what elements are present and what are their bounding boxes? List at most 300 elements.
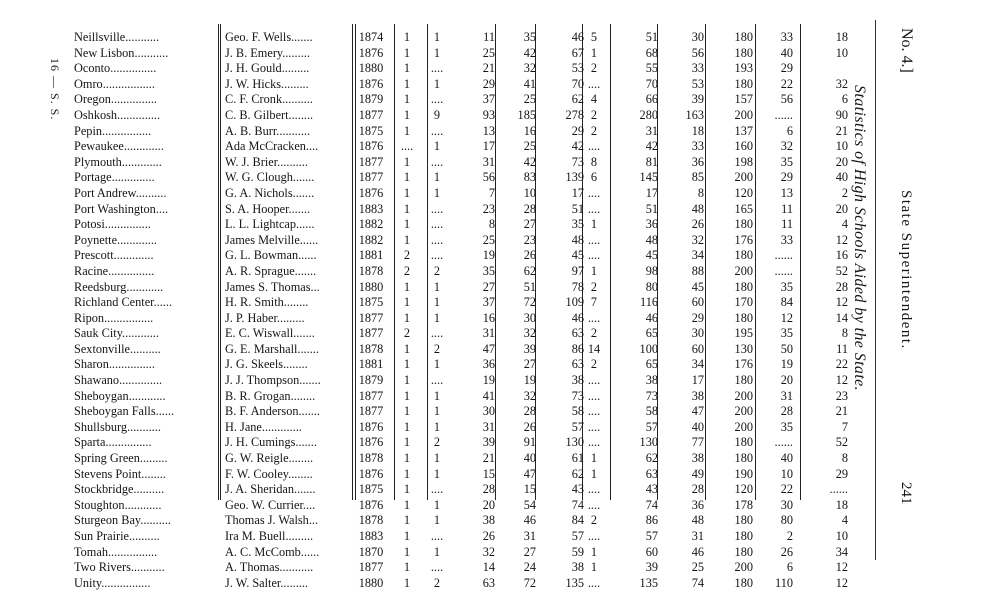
cell-b: 1	[433, 357, 441, 372]
cell-j: 40	[780, 451, 793, 466]
cell-town: Sharon...............	[74, 357, 155, 372]
table-row	[60, 92, 850, 108]
cell-town: Sheboygan Falls......	[74, 404, 175, 419]
issue-label: No. 4.]	[898, 28, 915, 73]
cell-g: 135	[639, 575, 658, 590]
cell-a: 1	[403, 575, 411, 590]
cell-h: 74	[691, 575, 704, 590]
cell-b: ....	[430, 529, 444, 543]
cell-e: 63	[571, 357, 584, 372]
cell-f: 6	[590, 170, 598, 185]
cell-c: 31	[482, 419, 495, 434]
cell-i: 180	[734, 279, 753, 294]
cell-j: 29	[780, 61, 793, 76]
cell-principal: S. A. Hooper.......	[225, 201, 311, 216]
cell-principal: A. R. Sprague.......	[225, 263, 317, 278]
cell-j: 22	[780, 76, 793, 91]
cell-i: 180	[734, 575, 753, 590]
cell-c: 31	[482, 154, 495, 169]
cell-principal: G. A. Nichols.......	[225, 185, 315, 200]
cell-principal: C. B. Gilbert........	[225, 107, 314, 122]
cell-j: 33	[780, 30, 793, 44]
cell-principal: Ada McCracken....	[225, 139, 319, 154]
cell-k: 14	[835, 310, 848, 325]
cell-i: 200	[734, 263, 753, 278]
cell-i: 176	[734, 357, 753, 372]
cell-f: 1	[590, 466, 598, 481]
cell-g: 48	[645, 232, 658, 247]
cell-d: 27	[523, 217, 536, 232]
table-row	[60, 545, 850, 561]
cell-town: Oconto...............	[74, 61, 157, 76]
cell-g: 45	[645, 248, 658, 263]
table-row	[60, 108, 850, 124]
cell-i: 200	[734, 107, 753, 122]
cell-a: 1	[403, 529, 411, 543]
cell-h: 30	[691, 326, 704, 341]
cell-i: 165	[734, 201, 753, 216]
cell-a: 1	[403, 217, 411, 232]
table-row	[60, 124, 850, 140]
table-row	[60, 467, 850, 483]
cell-f: ....	[587, 419, 601, 434]
cell-c: 39	[482, 435, 495, 450]
cell-principal: J. P. Haber.........	[225, 310, 305, 325]
cell-a: 1	[403, 45, 411, 60]
cell-town: Sparta...............	[74, 435, 152, 450]
cell-j: 20	[780, 373, 793, 388]
running-header: State Superintendent.	[898, 190, 914, 350]
cell-k: 40	[835, 170, 848, 185]
cell-k: 8	[841, 326, 848, 341]
cell-year: 1880	[358, 61, 384, 76]
cell-town: Shawano..............	[74, 373, 163, 388]
cell-i: 178	[734, 497, 753, 512]
cell-e: 84	[571, 513, 584, 528]
cell-a: 1	[403, 107, 411, 122]
cell-c: 27	[482, 279, 495, 294]
table-row	[60, 482, 850, 498]
table-row	[60, 420, 850, 436]
cell-town: Two Rivers...........	[74, 560, 165, 575]
cell-k: 18	[835, 30, 848, 44]
cell-i: 170	[734, 295, 753, 310]
cell-h: 38	[691, 388, 704, 403]
cell-e: 73	[571, 388, 584, 403]
cell-j: 29	[780, 170, 793, 185]
cell-principal: J. B. Emery.........	[225, 45, 310, 60]
cell-c: 29	[482, 76, 495, 91]
cell-f: 2	[590, 123, 598, 138]
cell-g: 130	[639, 435, 658, 450]
cell-i: 180	[734, 217, 753, 232]
cell-principal: G. E. Marshall.......	[225, 341, 319, 356]
cell-h: 48	[691, 513, 704, 528]
cell-principal: G. L. Bowman......	[225, 248, 317, 263]
cell-e: 278	[565, 107, 584, 122]
cell-a: 1	[403, 232, 411, 247]
table-row	[60, 233, 850, 249]
cell-e: 78	[571, 279, 584, 294]
cell-e: 45	[571, 248, 584, 263]
cell-b: ....	[430, 92, 444, 107]
cell-b: ....	[430, 560, 444, 575]
cell-d: 42	[523, 154, 536, 169]
cell-town: Reedsburg............	[74, 279, 164, 294]
cell-h: 8	[697, 185, 704, 200]
cell-h: 29	[691, 310, 704, 325]
cell-b: 1	[433, 451, 441, 466]
cell-f: ....	[587, 529, 601, 543]
cell-i: 180	[734, 529, 753, 543]
cell-i: 160	[734, 139, 753, 154]
cell-h: 26	[691, 217, 704, 232]
cell-j: 11	[781, 217, 793, 232]
cell-principal: James Melville......	[225, 232, 319, 247]
cell-a: ....	[400, 139, 414, 154]
cell-h: 47	[691, 404, 704, 419]
cell-principal: H. R. Smith........	[225, 295, 309, 310]
cell-year: 1877	[358, 154, 384, 169]
cell-f: ....	[587, 248, 601, 263]
cell-year: 1876	[358, 45, 384, 60]
cell-f: 2	[590, 61, 598, 76]
cell-i: 130	[734, 341, 753, 356]
cell-principal: Geo. F. Wells.......	[225, 30, 313, 44]
cell-j: 22	[780, 482, 793, 497]
cell-e: 42	[571, 139, 584, 154]
cell-year: 1883	[358, 201, 384, 216]
cell-i: 190	[734, 466, 753, 481]
cell-town: Port Andrew..........	[74, 185, 167, 200]
cell-h: 85	[691, 170, 704, 185]
cell-i: 180	[734, 513, 753, 528]
cell-f: 7	[590, 295, 598, 310]
table-row	[60, 560, 850, 576]
cell-j: 30	[780, 497, 793, 512]
cell-j: ......	[774, 263, 793, 278]
cell-e: 57	[571, 419, 584, 434]
table-row	[60, 155, 850, 171]
cell-j: 6	[786, 560, 793, 575]
cell-k: 11	[836, 341, 848, 356]
cell-k: 4	[841, 513, 848, 528]
table-row	[60, 280, 850, 296]
cell-year: 1877	[358, 107, 384, 122]
cell-town: Spring Green.........	[74, 451, 168, 466]
cell-f: 5	[590, 30, 598, 44]
cell-d: 25	[523, 92, 536, 107]
cell-town: Sextonville..........	[74, 341, 161, 356]
cell-a: 1	[403, 92, 411, 107]
cell-principal: L. L. Lightcap......	[225, 217, 315, 232]
cell-i: 200	[734, 560, 753, 575]
cell-principal: Thomas J. Walsh...	[225, 513, 319, 528]
cell-c: 14	[482, 560, 495, 575]
cell-h: 17	[691, 373, 704, 388]
cell-a: 1	[403, 373, 411, 388]
cell-f: ....	[587, 435, 601, 450]
cell-f: 2	[590, 326, 598, 341]
cell-year: 1876	[358, 419, 384, 434]
cell-a: 1	[403, 61, 411, 76]
cell-f: 8	[590, 154, 598, 169]
cell-i: 157	[734, 92, 753, 107]
cell-c: 8	[488, 217, 495, 232]
cell-town: Oshkosh..............	[74, 107, 161, 122]
cell-h: 77	[691, 435, 704, 450]
cell-a: 1	[403, 482, 411, 497]
cell-town: Stevens Point........	[74, 466, 166, 481]
cell-year: 1883	[358, 529, 384, 543]
cell-year: 1870	[358, 544, 384, 559]
cell-c: 7	[488, 185, 495, 200]
cell-c: 56	[482, 170, 495, 185]
cell-a: 1	[403, 185, 411, 200]
cell-d: 27	[523, 544, 536, 559]
cell-j: 35	[780, 154, 793, 169]
cell-d: 24	[523, 560, 536, 575]
table-row	[60, 498, 850, 514]
cell-year: 1878	[358, 263, 384, 278]
cell-k: 4	[841, 217, 848, 232]
table-row	[60, 186, 850, 202]
cell-a: 1	[403, 560, 411, 575]
cell-year: 1881	[358, 248, 384, 263]
cell-h: 38	[691, 451, 704, 466]
cell-d: 32	[523, 388, 536, 403]
cell-d: 27	[523, 357, 536, 372]
cell-g: 66	[645, 92, 658, 107]
cell-a: 1	[403, 357, 411, 372]
cell-g: 36	[645, 217, 658, 232]
cell-h: 60	[691, 295, 704, 310]
cell-k: 18	[835, 497, 848, 512]
cell-b: 1	[433, 30, 441, 44]
cell-c: 19	[482, 373, 495, 388]
cell-year: 1878	[358, 341, 384, 356]
cell-i: 180	[734, 373, 753, 388]
table-row	[60, 373, 850, 389]
cell-c: 37	[482, 295, 495, 310]
table-row	[60, 61, 850, 77]
cell-k: 29	[835, 466, 848, 481]
cell-e: 38	[571, 560, 584, 575]
cell-d: 25	[523, 139, 536, 154]
cell-e: 53	[571, 61, 584, 76]
cell-b: 2	[433, 263, 441, 278]
cell-g: 43	[645, 482, 658, 497]
cell-year: 1877	[358, 310, 384, 325]
cell-d: 83	[523, 170, 536, 185]
cell-e: 38	[571, 373, 584, 388]
cell-g: 58	[645, 404, 658, 419]
cell-a: 1	[403, 170, 411, 185]
cell-town: Oregon...............	[74, 92, 157, 107]
cell-h: 40	[691, 419, 704, 434]
cell-year: 1876	[358, 76, 384, 91]
cell-b: ....	[430, 326, 444, 341]
cell-f: 1	[590, 560, 598, 575]
cell-e: 135	[565, 575, 584, 590]
cell-b: ....	[430, 373, 444, 388]
cell-k: 52	[835, 263, 848, 278]
cell-g: 46	[645, 310, 658, 325]
cell-k: 21	[835, 123, 848, 138]
cell-j: 40	[780, 45, 793, 60]
cell-f: ....	[587, 76, 601, 91]
cell-year: 1875	[358, 295, 384, 310]
cell-k: 34	[835, 544, 848, 559]
cell-c: 16	[482, 310, 495, 325]
cell-j: 35	[780, 326, 793, 341]
cell-f: ....	[587, 482, 601, 497]
cell-i: 195	[734, 326, 753, 341]
cell-d: 10	[523, 185, 536, 200]
cell-e: 17	[571, 185, 584, 200]
cell-j: 33	[780, 232, 793, 247]
cell-principal: A. C. McComb......	[225, 544, 320, 559]
cell-j: ......	[774, 435, 793, 450]
cell-d: 72	[523, 295, 536, 310]
cell-c: 63	[482, 575, 495, 590]
cell-year: 1876	[358, 466, 384, 481]
cell-k: 20	[835, 201, 848, 216]
cell-e: 35	[571, 217, 584, 232]
cell-a: 1	[403, 310, 411, 325]
cell-b: ....	[430, 201, 444, 216]
cell-k: 23	[835, 388, 848, 403]
cell-h: 36	[691, 154, 704, 169]
cell-c: 41	[482, 388, 495, 403]
cell-h: 30	[691, 30, 704, 44]
cell-year: 1877	[358, 388, 384, 403]
cell-a: 2	[403, 326, 411, 341]
table-row	[60, 295, 850, 311]
cell-d: 26	[523, 248, 536, 263]
cell-h: 32	[691, 232, 704, 247]
cell-year: 1877	[358, 404, 384, 419]
cell-e: 59	[571, 544, 584, 559]
cell-k: 28	[835, 279, 848, 294]
cell-g: 51	[645, 30, 658, 44]
cell-e: 62	[571, 92, 584, 107]
cell-principal: G. W. Reigle........	[225, 451, 314, 466]
cell-year: 1875	[358, 482, 384, 497]
cell-principal: Ira M. Buell.........	[225, 529, 314, 543]
cell-town: Sauk City............	[74, 326, 159, 341]
cell-town: Tomah................	[74, 544, 158, 559]
table-row	[60, 529, 850, 545]
cell-f: 2	[590, 357, 598, 372]
cell-e: 58	[571, 404, 584, 419]
cell-town: Omro.................	[74, 76, 155, 91]
cell-principal: B. F. Anderson.......	[225, 404, 321, 419]
cell-c: 25	[482, 45, 495, 60]
cell-h: 31	[691, 529, 704, 543]
cell-h: 34	[691, 248, 704, 263]
cell-principal: J. G. Skeels........	[225, 357, 308, 372]
cell-d: 185	[517, 107, 536, 122]
cell-g: 65	[645, 326, 658, 341]
table-row	[60, 217, 850, 233]
cell-a: 1	[403, 513, 411, 528]
cell-d: 41	[523, 76, 536, 91]
cell-h: 28	[691, 482, 704, 497]
cell-d: 42	[523, 45, 536, 60]
cell-g: 55	[645, 61, 658, 76]
margin-rule	[875, 20, 876, 560]
table-row	[60, 311, 850, 327]
cell-town: Shullsburg...........	[74, 419, 161, 434]
cell-principal: J. A. Sheridan.......	[225, 482, 316, 497]
cell-h: 25	[691, 560, 704, 575]
cell-f: ....	[587, 310, 601, 325]
cell-c: 21	[482, 451, 495, 466]
cell-principal: W. G. Clough.......	[225, 170, 315, 185]
cell-i: 120	[734, 185, 753, 200]
cell-k: 8	[841, 451, 848, 466]
cell-c: 19	[482, 248, 495, 263]
cell-f: 2	[590, 107, 598, 122]
cell-principal: A. B. Burr...........	[225, 123, 311, 138]
cell-town: Pewaukee.............	[74, 139, 164, 154]
cell-year: 1880	[358, 575, 384, 590]
cell-a: 1	[403, 451, 411, 466]
cell-h: 18	[691, 123, 704, 138]
cell-k: 90	[835, 107, 848, 122]
cell-f: 1	[590, 45, 598, 60]
cell-year: 1876	[358, 185, 384, 200]
cell-g: 86	[645, 513, 658, 528]
cell-town: Plymouth.............	[74, 154, 162, 169]
cell-h: 49	[691, 466, 704, 481]
cell-b: ....	[430, 217, 444, 232]
cell-k: 10	[835, 139, 848, 154]
cell-b: 2	[433, 575, 441, 590]
cell-k: 22	[835, 357, 848, 372]
cell-f: 1	[590, 217, 598, 232]
cell-b: 1	[433, 139, 441, 154]
cell-principal: J. W. Salter.........	[225, 575, 309, 590]
cell-d: 35	[523, 30, 536, 44]
cell-principal: A. Thomas...........	[225, 560, 314, 575]
cell-f: ....	[587, 185, 601, 200]
cell-f: 1	[590, 451, 598, 466]
cell-i: 180	[734, 435, 753, 450]
cell-b: ....	[430, 154, 444, 169]
table-row	[60, 139, 850, 155]
cell-k: 6	[841, 92, 848, 107]
cell-g: 145	[639, 170, 658, 185]
cell-e: 51	[571, 201, 584, 216]
cell-g: 98	[645, 263, 658, 278]
cell-c: 37	[482, 92, 495, 107]
cell-a: 1	[403, 76, 411, 91]
cell-c: 47	[482, 341, 495, 356]
table-row	[60, 451, 850, 467]
cell-f: 14	[587, 341, 601, 356]
cell-i: 200	[734, 404, 753, 419]
cell-i: 180	[734, 310, 753, 325]
cell-i: 180	[734, 544, 753, 559]
cell-c: 28	[482, 482, 495, 497]
cell-b: 2	[433, 341, 441, 356]
cell-year: 1877	[358, 560, 384, 575]
cell-g: 38	[645, 373, 658, 388]
cell-j: 6	[786, 123, 793, 138]
cell-i: 180	[734, 451, 753, 466]
